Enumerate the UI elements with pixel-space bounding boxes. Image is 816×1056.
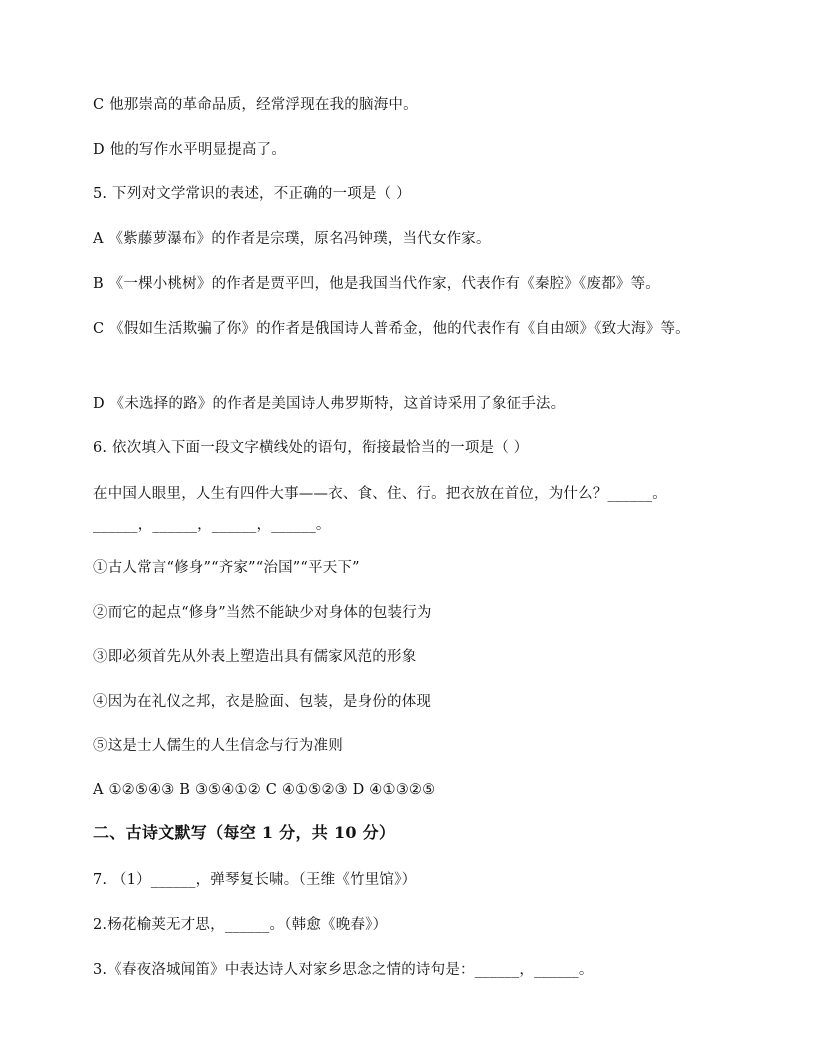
q4-option-d: D 他的写作水平明显提高了。: [93, 142, 287, 158]
q6-passage-line-1: 在中国人眼里，人生有四件大事——衣、食、住、行。把衣放在首位，为什么？______。: [93, 486, 667, 502]
q5-option-d: D 《未选择的路》的作者是美国诗人弗罗斯特，这首诗采用了象征手法。: [93, 396, 566, 412]
q6-sentence-1: ①古人常言“修身”“齐家”“治国”“平天下”: [93, 560, 360, 576]
q6-answer-options: A ①②⑤④③ B ③⑤④①② C ④①⑤②③ D ④①③②⑤: [93, 782, 436, 798]
q6-sentence-5: ⑤这是士人儒生的人生信念与行为准则: [93, 738, 343, 754]
q7-item-2: 2.杨花榆荚无才思，______。（韩愈《晚春》）: [93, 917, 388, 933]
q4-option-c: C 他那崇高的革命品质，经常浮现在我的脑海中。: [93, 97, 418, 113]
q6-stem: 6. 依次填入下面一段文字横线处的语句，衔接最恰当的一项是（ ）: [93, 440, 529, 456]
q5-option-b: B 《一棵小桃树》的作者是贾平凹，他是我国当代作家，代表作有《秦腔》《废都》等。: [93, 276, 661, 292]
q5-option-c: C 《假如生活欺骗了你》的作者是俄国诗人普希金，他的代表作有《自由颂》《致大海》等。: [93, 321, 690, 337]
q7-item-3: 3.《春夜洛城闻笛》中表达诗人对家乡思念之情的诗句是：______，______。: [93, 962, 594, 978]
q6-sentence-2: ②而它的起点“修身”当然不能缺少对身体的包装行为: [93, 605, 432, 621]
q6-sentence-3: ③即必须首先从外表上塑造出具有儒家风范的形象: [93, 649, 417, 665]
q6-passage-line-2: ______，______，______，______。: [93, 517, 331, 533]
q7-item-1: 7. （1）______，弹琴复长啸。（王维《竹里馆》）: [93, 872, 417, 888]
section-heading: 二、古诗文默写（每空 1 分，共 10 分）: [93, 823, 396, 842]
q5-stem: 5. 下列对文学常识的表述，不正确的一项是（ ）: [93, 186, 411, 202]
q5-option-a: A 《紫藤萝瀑布》的作者是宗璞，原名冯钟璞，当代女作家。: [93, 231, 491, 247]
q6-sentence-4: ④因为在礼仪之邦，衣是脸面、包装，是身份的体现: [93, 694, 432, 710]
